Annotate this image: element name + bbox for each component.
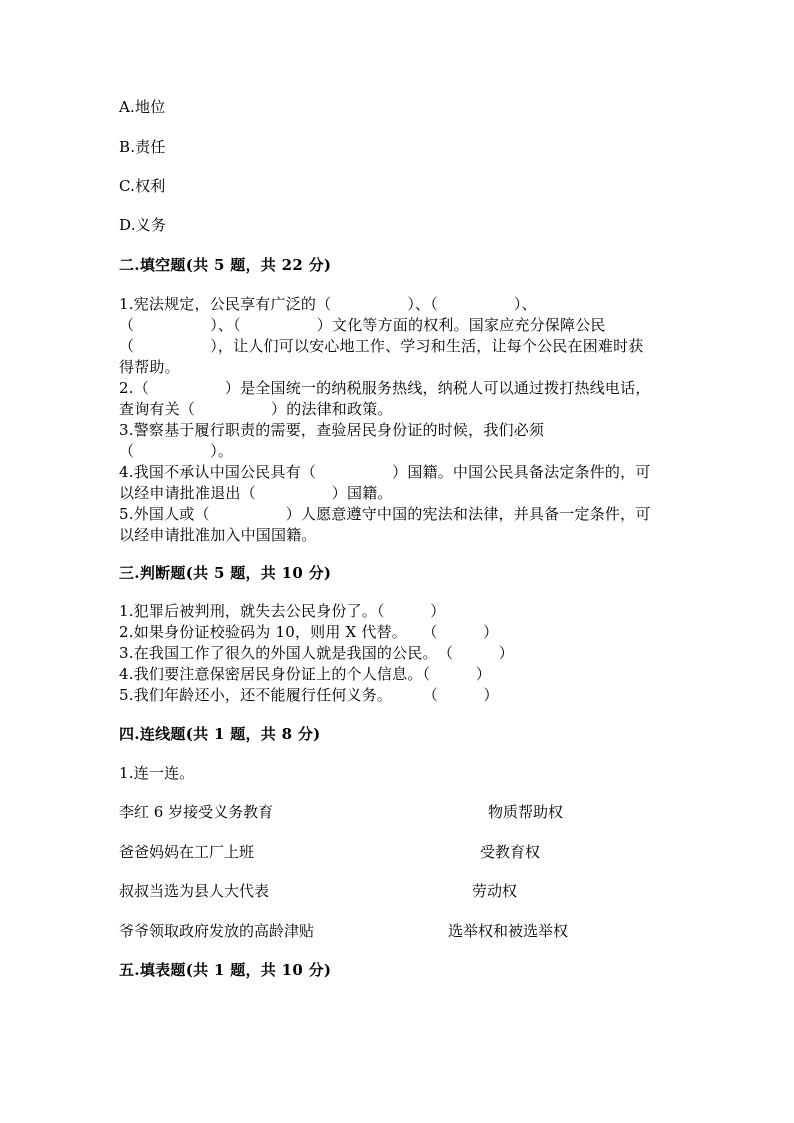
fill-blank-line: （ ）、（ ）文化等方面的权利。国家应充分保障公民 (119, 316, 606, 334)
matching-right-item: 物质帮助权 (488, 803, 564, 821)
matching-right-item: 劳动权 (472, 882, 518, 900)
true-false-item: 5.我们年龄还小，还不能履行任何义务。 （ ） (119, 686, 499, 704)
option-b: B.责任 (119, 138, 166, 156)
matching-left-item: 叔叔当选为县人大代表 (119, 882, 270, 900)
matching-right-item: 选举权和被选举权 (448, 922, 569, 940)
true-false-item: 3.在我国工作了很久的外国人就是我国的公民。 （ ） (119, 644, 514, 662)
section-heading-table: 五.填表题(共 1 题，共 10 分) (119, 961, 332, 979)
option-c: C.权利 (119, 177, 166, 195)
matching-left-item: 爸爸妈妈在工厂上班 (119, 843, 255, 861)
fill-blank-line: 3.警察基于履行职责的需要，查验居民身份证的时候，我们必须 (119, 421, 545, 439)
matching-left-item: 爷爷领取政府发放的高龄津贴 (119, 922, 315, 940)
true-false-item: 1.犯罪后被判刑，就失去公民身份了。（ ） (119, 602, 446, 620)
section-heading-matching: 四.连线题(共 1 题，共 8 分) (119, 725, 321, 743)
fill-blank-line: （ ）。 (119, 442, 234, 460)
matching-intro: 1.连一连。 (119, 764, 195, 782)
matching-right-item: 受教育权 (480, 843, 541, 861)
matching-left-item: 李红 6 岁接受义务教育 (119, 803, 274, 821)
fill-blank-line: 查询有关（ ）的法律和政策。 (119, 400, 393, 418)
fill-blank-line: 4.我国不承认中国公民具有（ ）国籍。中国公民具备法定条件的，可 (119, 463, 651, 481)
fill-blank-line: （ ），让人们可以安心地工作、学习和生活，让每个公民在困难时获 (119, 337, 644, 355)
fill-blank-line: 得帮助。 (119, 358, 180, 376)
fill-blank-line: 5.外国人或（ ）人愿意遵守中国的宪法和法律，并具备一定条件，可 (119, 505, 651, 523)
option-a: A.地位 (119, 98, 166, 116)
fill-blank-line: 以经申请批准退出（ ）国籍。 (119, 484, 393, 502)
section-heading-true-false: 三.判断题(共 5 题，共 10 分) (119, 564, 332, 582)
section-heading-fill-blank: 二.填空题(共 5 题，共 22 分) (119, 256, 332, 274)
fill-blank-line: 以经申请批准加入中国国籍。 (119, 526, 317, 544)
fill-blank-line: 1.宪法规定，公民享有广泛的（ ）、（ ）、 (119, 295, 537, 313)
fill-blank-line: 2.（ ）是全国统一的纳税服务热线，纳税人可以通过拨打热线电话， (119, 379, 651, 397)
true-false-item: 2.如果身份证校验码为 10，则用 X 代替。 （ ） (119, 623, 499, 641)
option-d: D.义务 (119, 216, 167, 234)
true-false-item: 4.我们要注意保密居民身份证上的个人信息。（ ） (119, 665, 492, 683)
